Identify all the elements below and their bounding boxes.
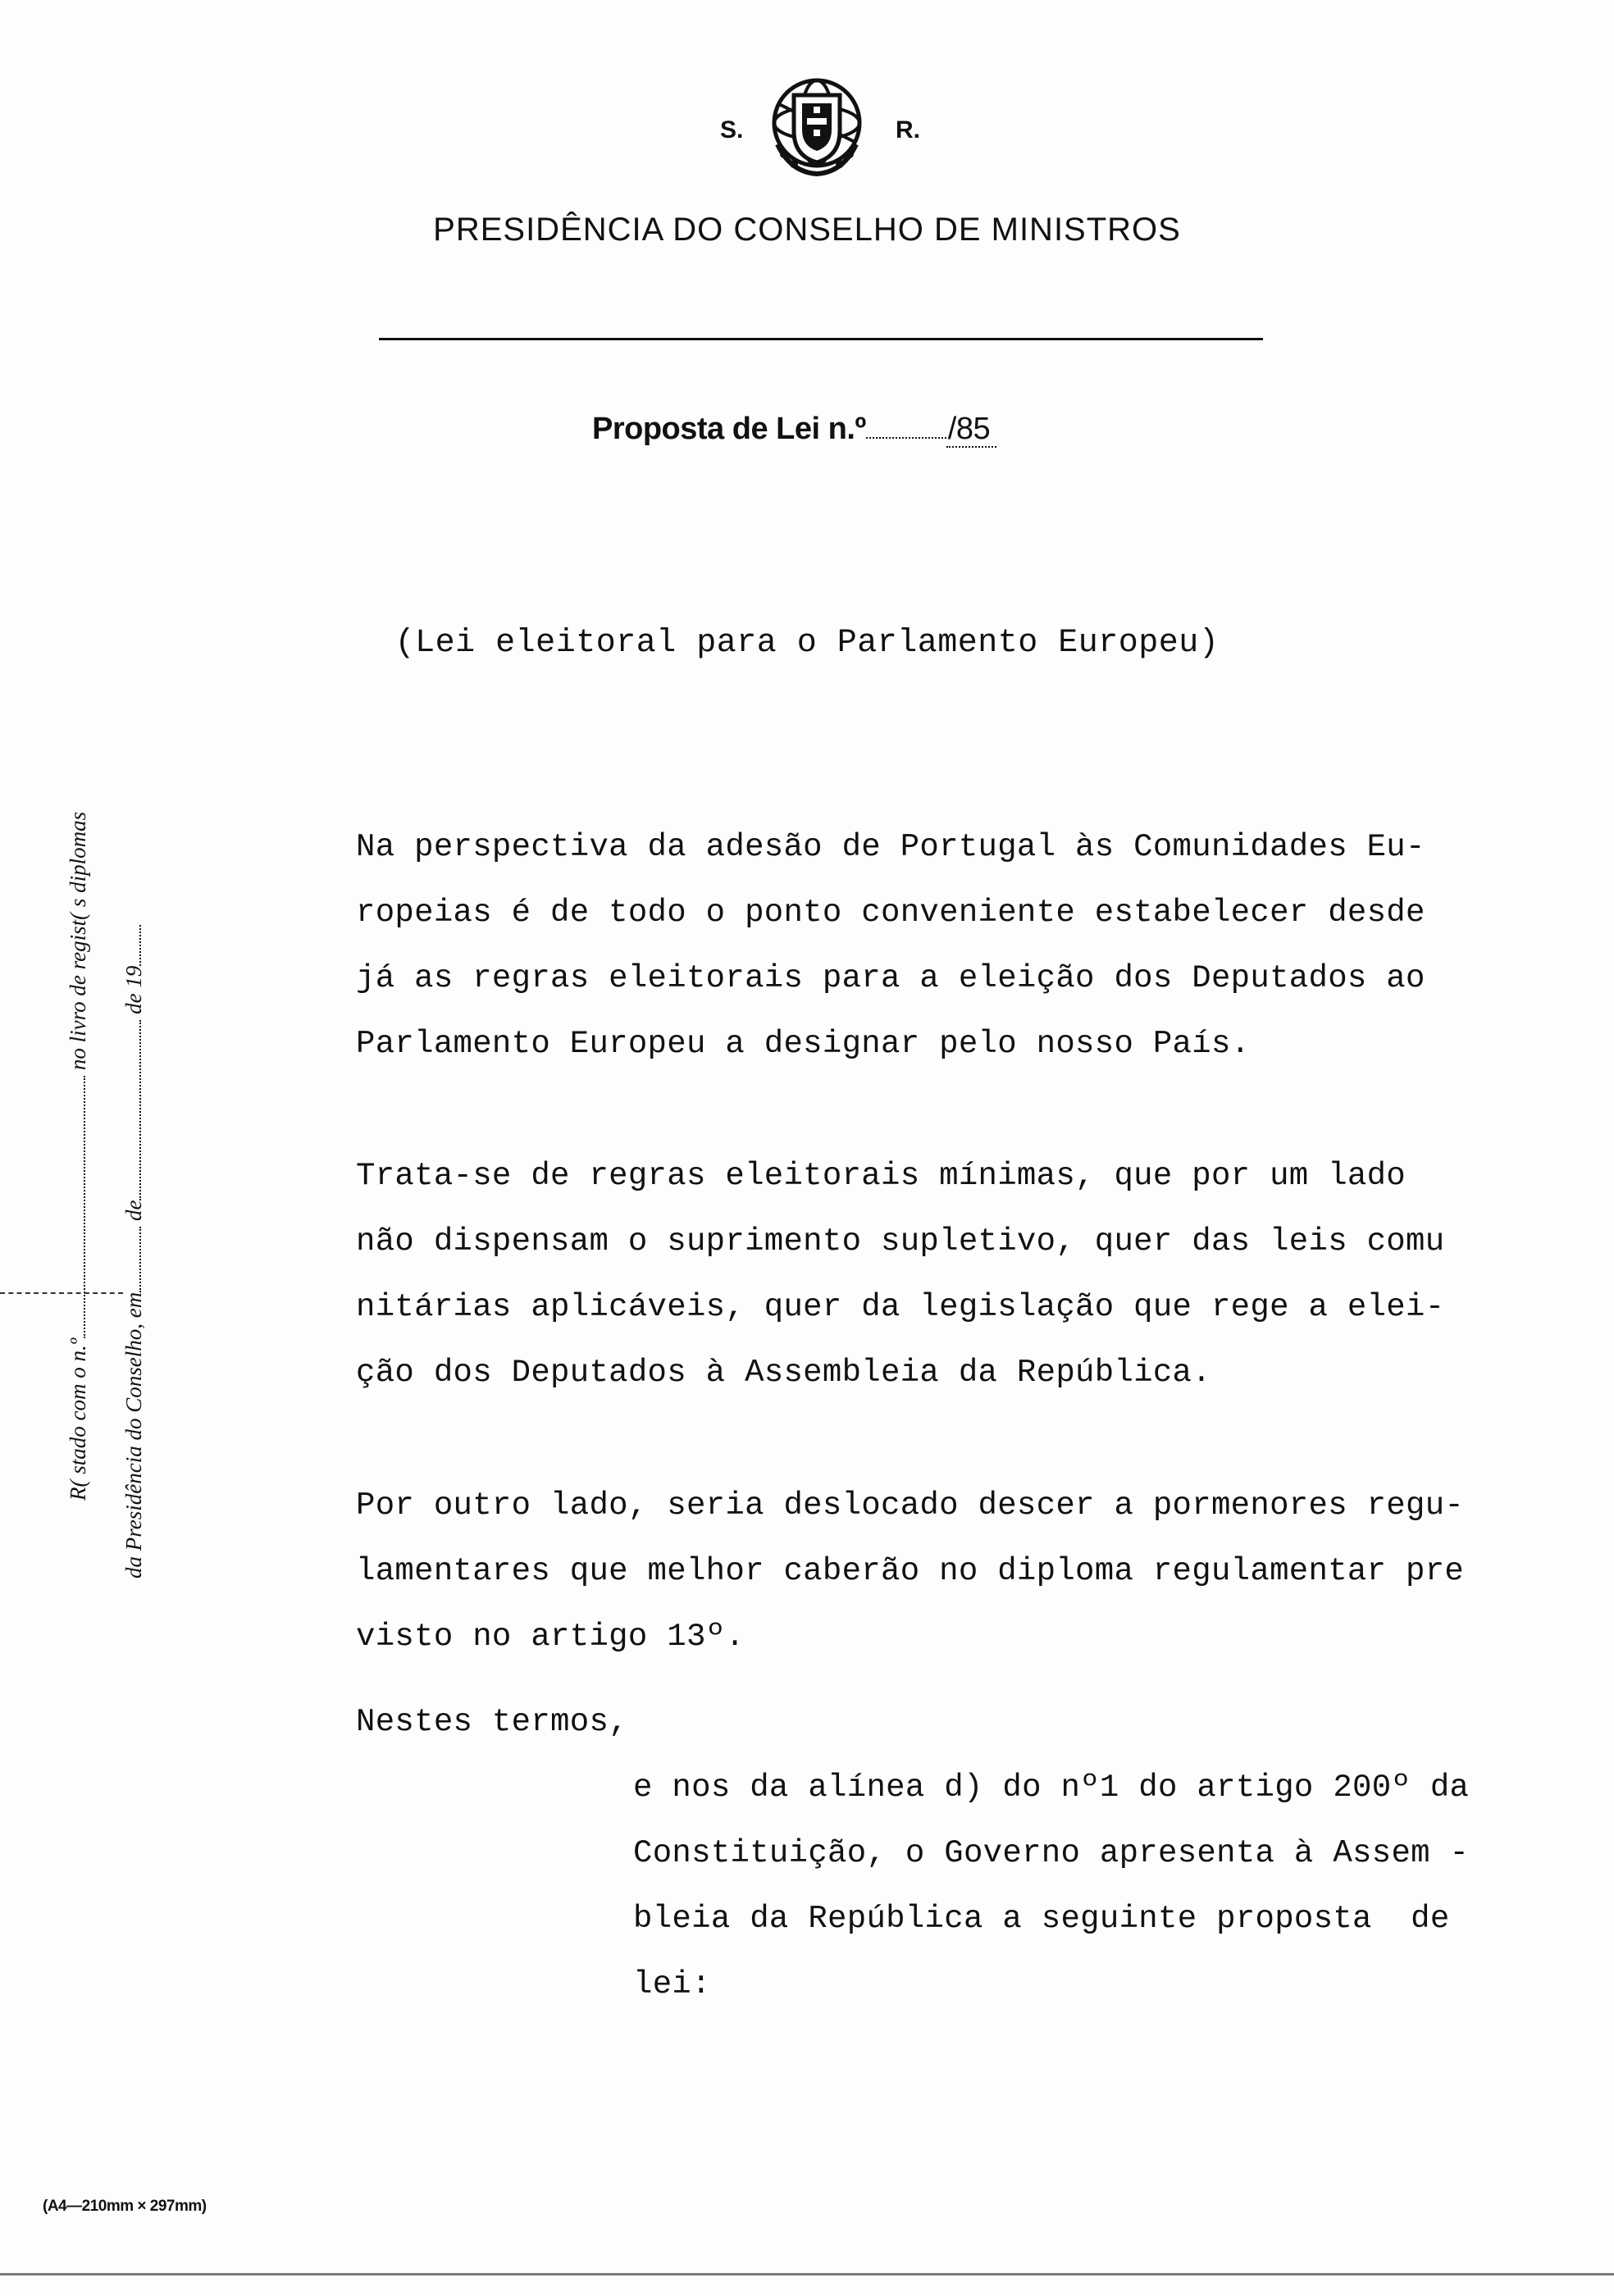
header-left-letter: S. (720, 116, 744, 144)
portuguese-coat-of-arms-icon (766, 71, 868, 179)
header-divider (379, 338, 1263, 340)
header-right-letter: R. (896, 116, 920, 144)
margin-blank-3 (139, 1020, 141, 1200)
margin-line-1-b: no livro de regist( (66, 912, 90, 1071)
margin-blank-1 (84, 1076, 85, 1338)
margin-registration-line-2 (121, 925, 147, 1578)
organization-title: PRESIDÊNCIA DO CONSELHO DE MINISTROS (433, 212, 1181, 248)
document-subtitle: (Lei eleitoral para o Parlamento Europeu) (394, 625, 1220, 662)
margin-blank-2 (139, 1227, 141, 1292)
margin-blank-4 (139, 925, 141, 966)
margin-line-2-b: de (121, 1200, 146, 1222)
body-paragraph-1: Na perspectiva da adesão de Portugal às Comunidades Eu- ropeias é de todo o ponto conveniente estabelecer desde já as regras eleitorais para a eleição dos Deputados ao Parlamento Europeu a designar pelo nosso País. (356, 829, 1425, 1062)
margin-line-1-start: R( (66, 1479, 90, 1501)
paper-size-note: (A4—210mm × 297mm) (43, 2198, 207, 2215)
margin-line-2-a: da Presidência do Conselho, em (121, 1292, 146, 1578)
margin-registration-line-1 (66, 812, 91, 1501)
body-paragraph-4: Nestes termos, (356, 1704, 628, 1740)
margin-line-1-a: stado com o n.º (66, 1337, 90, 1474)
page-bottom-edge (0, 2273, 1614, 2276)
margin-line-2-c: de 19 (121, 965, 146, 1014)
margin-fold-mark (0, 1292, 123, 1294)
proposal-label: Proposta de Lei n.º (592, 412, 866, 446)
proposal-number-blank (866, 437, 946, 439)
body-paragraph-3: Por outro lado, seria deslocado descer a pormenores regu- lamentares que melhor caberão no diploma regulamentar pre visto no artigo 13º. (356, 1487, 1465, 1655)
body-paragraph-5: e nos da alínea d) do nº1 do artigo 200º da Constituição, o Governo apresenta à Assem - bleia da República a seguinte proposta de lei: (633, 1770, 1470, 2002)
proposal-heading (592, 412, 996, 447)
margin-line-1-c: s diplomas (66, 811, 90, 908)
body-paragraph-2: Trata-se de regras eleitorais mínimas, que por um lado não dispensam o suprimento supletivo, quer das leis comu nitárias aplicáveis, quer da legislação que rege a elei- ção dos Deputados à Assembleia da República. (356, 1158, 1445, 1391)
proposal-number: /85 (946, 412, 996, 448)
